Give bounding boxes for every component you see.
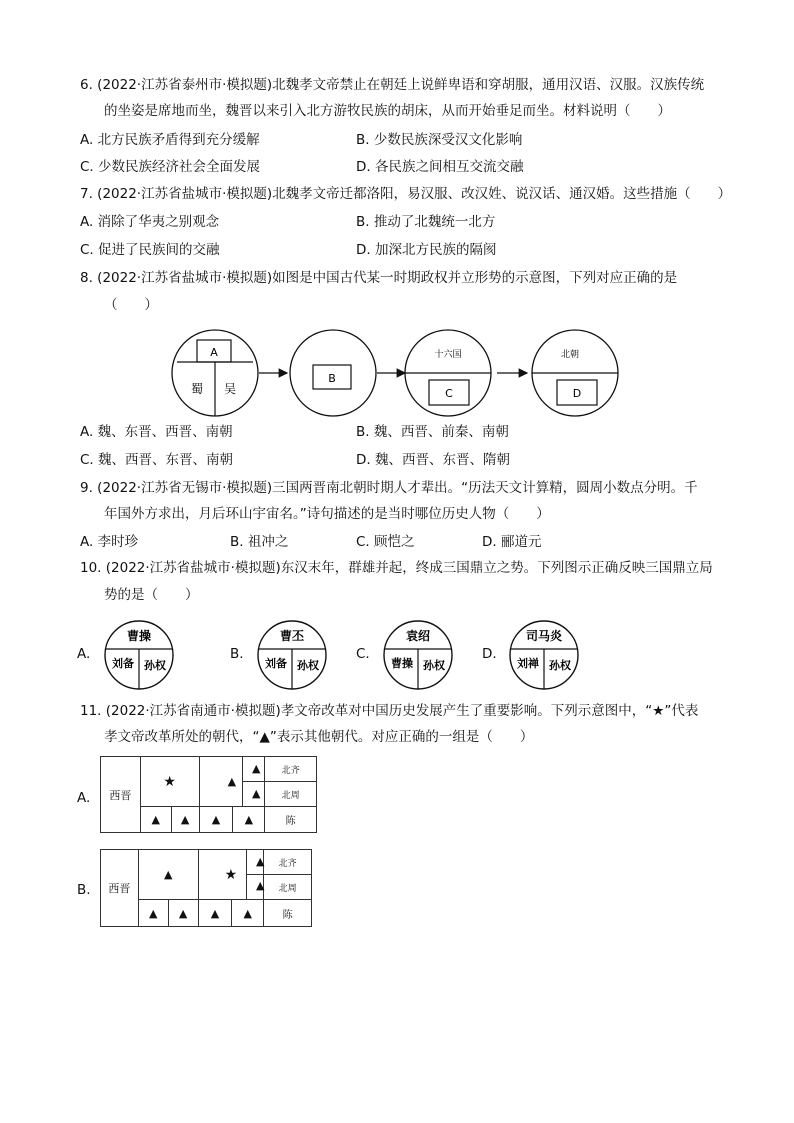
q8-option-b[interactable]: B. 魏、西晋、前秦、南朝 <box>356 424 509 440</box>
q10-b-top: 曹丕 <box>279 629 305 643</box>
q11-b-r1: 北齐 <box>264 850 312 875</box>
q6-option-c[interactable]: C. 少数民族经济社会全面发展 <box>80 159 261 175</box>
q10-c-right: 孙权 <box>423 659 445 672</box>
q6-option-a[interactable]: A. 北方民族矛盾得到充分缓解 <box>80 132 260 148</box>
q11-a-first: 西晋 <box>101 757 141 833</box>
q9-option-b[interactable]: B. 祖冲之 <box>230 534 289 550</box>
q6-line2: 的坐姿是席地而坐，魏晋以来引入北方游牧民族的胡床，从而开始垂足而坐。材料说明（ ） <box>104 103 671 119</box>
q6-option-d[interactable]: D. 各民族之间相互交流交融 <box>356 159 524 175</box>
q10-option-a-label[interactable]: A. <box>77 646 91 662</box>
q8-option-c[interactable]: C. 魏、西晋、东晋、南朝 <box>80 452 234 468</box>
q10-option-b-circle[interactable] <box>256 619 328 691</box>
q11-table-b[interactable] <box>100 849 312 927</box>
q9-line2: 年国外方求出，月后环山宇宙名。”诗句描述的是当时哪位历史人物（ ） <box>104 506 550 522</box>
q11-a-b1: ▲ <box>140 807 171 833</box>
q10-d-left: 刘禅 <box>517 657 539 670</box>
diagram-c3-box-label: C <box>445 387 453 400</box>
q8-line1: 8. (2022·江苏省盐城市·模拟题)如图是中国古代某一时期政权并立形势的示意图，下列对应正确的是 <box>80 270 678 286</box>
q10-a-top: 曹操 <box>126 629 152 643</box>
q11-option-b-label[interactable]: B. <box>77 882 91 898</box>
q10-c-left: 曹操 <box>391 657 413 670</box>
q11-b-b2: ▲ <box>168 900 198 927</box>
q7-line1: 7. (2022·江苏省盐城市·模拟题)北魏孝文帝迁都洛阳，易汉服、改汉姓、说汉话、通汉婚。这些措施（ ） <box>80 186 732 202</box>
diagram-c1-box-label: A <box>210 346 218 359</box>
q10-option-a-circle[interactable] <box>103 619 175 691</box>
q10-d-top: 司马炎 <box>525 629 563 643</box>
q11-a-b4: ▲ <box>233 807 265 833</box>
q10-option-b-label[interactable]: B. <box>230 646 244 662</box>
q10-option-d-circle[interactable] <box>508 619 580 691</box>
q10-option-c-label[interactable]: C. <box>356 646 370 662</box>
regime-diagram <box>165 327 625 419</box>
q11-b-first: 西晋 <box>101 850 139 927</box>
q9-option-d[interactable]: D. 郦道元 <box>482 534 542 550</box>
q11-a-c4: ▲ <box>252 787 261 800</box>
q11-b-r3: 陈 <box>264 900 312 927</box>
q10-line2: 势的是（ ） <box>104 587 199 603</box>
q11-b-c1: ▲ <box>138 850 198 900</box>
q10-option-c-circle[interactable] <box>382 619 454 691</box>
q8-option-d[interactable]: D. 魏、西晋、东晋、隋朝 <box>356 452 510 468</box>
q10-b-right: 孙权 <box>297 659 319 672</box>
q11-b-divider-h <box>246 874 265 875</box>
q11-line2: 孝文帝改革所处的朝代，“▲”表示其他朝代。对应正确的一组是（ ） <box>104 729 534 745</box>
q8-option-a[interactable]: A. 魏、东晋、西晋、南朝 <box>80 424 233 440</box>
q11-table-a[interactable] <box>100 756 317 833</box>
q7-option-a[interactable]: A. 消除了华夷之别观念 <box>80 214 220 230</box>
q8-line2: （ ） <box>104 297 158 313</box>
q11-a-c1: ★ <box>140 757 199 807</box>
q11-b-r2: 北周 <box>264 875 312 900</box>
q11-b-b3: ▲ <box>198 900 232 927</box>
q9-option-a[interactable]: A. 李时珍 <box>80 534 139 550</box>
q11-b-c3: ▲ <box>256 855 265 868</box>
diagram-c1-right: 吴 <box>223 382 237 396</box>
q11-b-b1: ▲ <box>138 900 168 927</box>
q11-b-c4: ▲ <box>256 879 265 892</box>
q11-a-r1: 北齐 <box>265 757 317 782</box>
q11-a-r3: 陈 <box>265 807 317 833</box>
q11-line1: 11. (2022·江苏省南通市·模拟题)孝文帝改革对中国历史发展产生了重要影响。下列示意图中，“★”代表 <box>80 703 699 719</box>
q11-a-divider-h <box>242 781 266 782</box>
q6-line1: 6. (2022·江苏省泰州市·模拟题)北魏孝文帝禁止在朝廷上说鲜卑语和穿胡服，通用汉语、汉服。汉族传统 <box>80 77 705 93</box>
q7-option-c[interactable]: C. 促进了民族间的交融 <box>80 242 220 258</box>
q11-a-r2: 北周 <box>265 782 317 807</box>
q10-d-right: 孙权 <box>549 659 571 672</box>
q10-option-d-label[interactable]: D. <box>482 646 497 662</box>
diagram-c3-top: 十六国 <box>434 350 462 360</box>
diagram-c4-top: 北朝 <box>560 350 580 360</box>
q10-a-left: 刘备 <box>112 657 134 670</box>
q6-option-b[interactable]: B. 少数民族深受汉文化影响 <box>356 132 523 148</box>
q7-option-b[interactable]: B. 推动了北魏统一北方 <box>356 214 496 230</box>
q11-a-c3: ▲ <box>252 762 261 775</box>
q11-a-c2: ▲ <box>199 757 265 807</box>
q11-a-b3: ▲ <box>199 807 233 833</box>
q7-option-d[interactable]: D. 加深北方民族的隔阂 <box>356 242 497 258</box>
q11-a-b2: ▲ <box>171 807 199 833</box>
q11-b-c2: ★ <box>198 850 264 900</box>
q10-b-left: 刘备 <box>265 657 287 670</box>
q11-option-a-label[interactable]: A. <box>77 790 91 806</box>
diagram-c2-box-label: B <box>328 372 336 385</box>
diagram-c1-left: 蜀 <box>190 382 204 396</box>
diagram-c4-box-label: D <box>572 387 582 400</box>
q10-a-right: 孙权 <box>144 659 166 672</box>
q10-c-top: 袁绍 <box>405 629 431 643</box>
q9-line1: 9. (2022·江苏省无锡市·模拟题)三国两晋南北朝时期人才辈出。“历法天文计算精，圆周小数点分明。千 <box>80 480 698 496</box>
q11-b-b4: ▲ <box>232 900 264 927</box>
q10-line1: 10. (2022·江苏省盐城市·模拟题)东汉末年，群雄并起，终成三国鼎立之势。下列图示正确反映三国鼎立局 <box>80 560 713 576</box>
q9-option-c[interactable]: C. 顾恺之 <box>356 534 415 550</box>
